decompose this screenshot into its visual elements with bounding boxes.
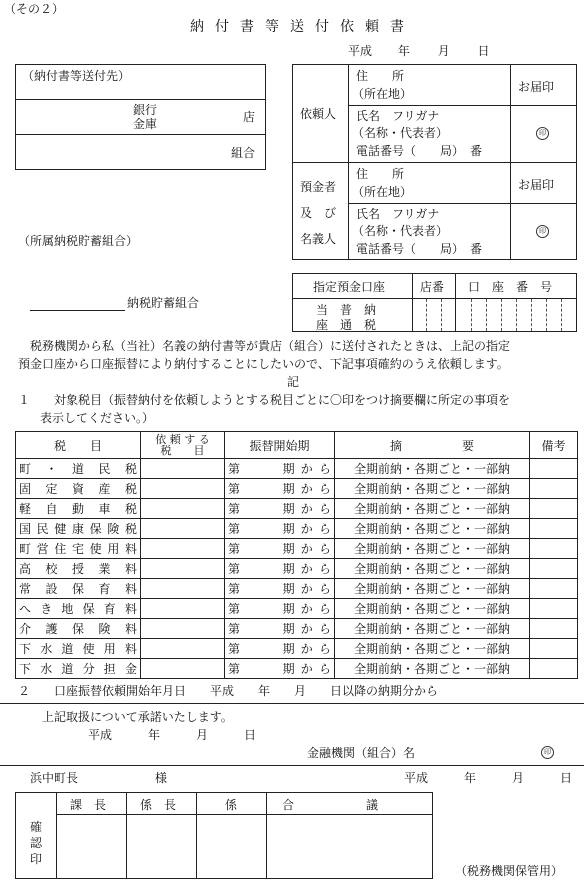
requester-seal-icon: 印 bbox=[536, 127, 549, 140]
note-cell[interactable] bbox=[530, 499, 578, 519]
depositor-label-1: 預金者 bbox=[300, 180, 337, 194]
request-cell[interactable] bbox=[141, 659, 225, 679]
summary-cell: 全期前納・各期ごと・一部納 bbox=[335, 539, 530, 559]
note-cell[interactable] bbox=[530, 559, 578, 579]
summary-cell: 全期前納・各期ごと・一部納 bbox=[335, 479, 530, 499]
institution-seal-icon: 印 bbox=[541, 746, 554, 759]
table-row bbox=[16, 519, 578, 539]
page-title: 納付書等送付依頼書 bbox=[190, 19, 415, 35]
item2-text: ２ 口座振替依頼開始年月日 平成 年 月 日以降の納期分から bbox=[18, 684, 439, 698]
item1-text-1: １ 対象税目（振替納付を依頼しようとする税目ごとに〇印をつけ摘要欄に所定の事項を bbox=[18, 393, 511, 407]
depositor-label-3: 名義人 bbox=[300, 232, 337, 246]
date-line bbox=[348, 42, 490, 59]
office-use-label: （税務機関保管用） bbox=[455, 864, 564, 878]
table-row bbox=[16, 619, 578, 639]
table-row bbox=[16, 559, 578, 579]
tax-table-header bbox=[16, 432, 578, 459]
bottom-date: 平成 年 月 日 bbox=[404, 771, 573, 785]
divider-1 bbox=[0, 703, 584, 704]
tax-name-cell: 国民健康保険税 bbox=[16, 519, 141, 539]
depositor-seal-note: お届印 bbox=[518, 178, 555, 192]
intro-text-1: 税務機関から私（当社）名義の納付書等が貴店（組合）に送付されたときは、上記の指定 bbox=[18, 339, 511, 353]
requester-name: 氏名 フリガナ bbox=[356, 109, 440, 123]
note-cell[interactable] bbox=[530, 519, 578, 539]
confirm-label-3: 印 bbox=[30, 852, 43, 866]
request-cell[interactable] bbox=[141, 559, 225, 579]
depositor-name: 氏名 フリガナ bbox=[356, 207, 440, 221]
start-header: 振替開始期 bbox=[225, 432, 335, 459]
intro-text-2: 預金口座から口座振替により納付することにしたいので、下記事項確約のうえ依頼します。 bbox=[18, 357, 509, 371]
note-cell[interactable] bbox=[530, 479, 578, 499]
summary-cell: 全期前納・各期ごと・一部納 bbox=[335, 459, 530, 479]
table-row bbox=[16, 459, 578, 479]
divider-2 bbox=[0, 765, 584, 766]
request-header bbox=[141, 432, 225, 459]
tax-name-cell: 下水道使用料 bbox=[16, 639, 141, 659]
start-period-cell: 第 期から bbox=[225, 519, 335, 539]
union-name-suffix: 納税貯蓄組合 bbox=[127, 296, 200, 310]
start-period-cell: 第 期から bbox=[225, 459, 335, 479]
start-period-cell: 第 期から bbox=[225, 659, 335, 679]
summary-cell: 全期前納・各期ごと・一部納 bbox=[335, 659, 530, 679]
requester-phone: 電話番号（ 局） 番 bbox=[356, 144, 483, 158]
note-cell[interactable] bbox=[530, 639, 578, 659]
union-label: 組合 bbox=[231, 146, 256, 160]
requester-address: 住 所 bbox=[356, 69, 405, 83]
send-to-label: （納付書等送付先） bbox=[22, 69, 131, 83]
depositor-label-2: 及 び bbox=[300, 206, 337, 220]
approval-col-staff: 係 bbox=[225, 798, 238, 812]
depositor-address: 住 所 bbox=[356, 167, 405, 181]
depositor-phone: 電話番号（ 局） 番 bbox=[356, 242, 483, 256]
account-type-2: 座 通 税 bbox=[316, 318, 377, 332]
request-header-1: 依 頼 す る bbox=[155, 433, 210, 446]
approval-col-subsection-chief: 係 長 bbox=[140, 798, 177, 812]
summary-cell: 全期前納・各期ごと・一部納 bbox=[335, 599, 530, 619]
requester-seal-note: お届印 bbox=[518, 80, 555, 94]
table-row bbox=[16, 639, 578, 659]
start-period-cell: 第 期から bbox=[225, 539, 335, 559]
tax-name-cell: 町・道民税 bbox=[16, 459, 141, 479]
note-cell[interactable] bbox=[530, 539, 578, 559]
note-cell[interactable] bbox=[530, 599, 578, 619]
table-row bbox=[16, 599, 578, 619]
date-era: 平成 bbox=[348, 44, 373, 58]
tax-header: 税 目 bbox=[16, 432, 141, 459]
account-header: 指定預金口座 bbox=[313, 280, 386, 294]
union-name-line bbox=[30, 310, 125, 311]
tax-name-cell: 下水道分担金 bbox=[16, 659, 141, 679]
start-period-cell: 第 期から bbox=[225, 599, 335, 619]
summary-cell: 全期前納・各期ごと・一部納 bbox=[335, 619, 530, 639]
date-month: 月 bbox=[437, 44, 450, 58]
note-cell[interactable] bbox=[530, 459, 578, 479]
approval-col-section-chief: 課 長 bbox=[70, 798, 107, 812]
form-number: （その２） bbox=[4, 2, 65, 16]
tax-name-cell: 軽自動車税 bbox=[16, 499, 141, 519]
sama-label: 様 bbox=[155, 771, 168, 785]
summary-cell: 全期前納・各期ごと・一部納 bbox=[335, 499, 530, 519]
request-cell[interactable] bbox=[141, 459, 225, 479]
shinkin-label: 金庫 bbox=[133, 117, 158, 131]
table-row bbox=[16, 479, 578, 499]
tax-name-cell: 町営住宅使用料 bbox=[16, 539, 141, 559]
tax-table bbox=[15, 431, 578, 679]
date-year: 年 bbox=[397, 44, 410, 58]
accept-text: 上記取扱について承諾いたします。 bbox=[42, 710, 233, 724]
depositor-address-sub: （所在地） bbox=[352, 185, 413, 199]
request-cell[interactable] bbox=[141, 619, 225, 639]
summary-cell: 全期前納・各期ごと・一部納 bbox=[335, 559, 530, 579]
request-header-2: 税 目 bbox=[160, 444, 205, 457]
requester-address-sub: （所在地） bbox=[352, 87, 413, 101]
table-row bbox=[16, 499, 578, 519]
depositor-seal-icon: 印 bbox=[536, 225, 549, 238]
request-cell[interactable] bbox=[141, 639, 225, 659]
summary-cell: 全期前納・各期ごと・一部納 bbox=[335, 519, 530, 539]
request-cell[interactable] bbox=[141, 519, 225, 539]
request-cell[interactable] bbox=[141, 599, 225, 619]
requester-name-sub: （名称・代表者） bbox=[352, 126, 449, 140]
confirm-label-2: 認 bbox=[30, 836, 43, 850]
table-row bbox=[16, 579, 578, 599]
branch-number-label: 店番 bbox=[420, 280, 445, 294]
tax-name-cell: へき地保育料 bbox=[16, 599, 141, 619]
note-cell[interactable] bbox=[530, 619, 578, 639]
confirm-label-1: 確 bbox=[30, 820, 43, 834]
depositor-name-sub: （名称・代表者） bbox=[352, 224, 449, 238]
note-cell[interactable] bbox=[530, 579, 578, 599]
ki-label: 記 bbox=[287, 375, 300, 389]
tax-name-cell: 常設保育料 bbox=[16, 579, 141, 599]
requester-label: 依頼人 bbox=[300, 107, 337, 121]
request-cell[interactable] bbox=[141, 499, 225, 519]
account-type-1: 当 普 納 bbox=[316, 303, 377, 317]
request-cell[interactable] bbox=[141, 579, 225, 599]
date-day: 日 bbox=[477, 44, 490, 58]
institution-label: 金融機関（組合）名 bbox=[307, 746, 416, 760]
start-period-cell: 第 期から bbox=[225, 639, 335, 659]
item1-text-2: 表示してください。） bbox=[40, 411, 155, 425]
tax-name-cell: 高校授業料 bbox=[16, 559, 141, 579]
start-period-cell: 第 期から bbox=[225, 559, 335, 579]
table-row bbox=[16, 539, 578, 559]
start-period-cell: 第 期から bbox=[225, 499, 335, 519]
table-row bbox=[16, 659, 578, 679]
request-cell[interactable] bbox=[141, 539, 225, 559]
bank-label: 銀行 bbox=[133, 103, 158, 117]
tax-name-cell: 介護保険料 bbox=[16, 619, 141, 639]
note-cell[interactable] bbox=[530, 659, 578, 679]
start-period-cell: 第 期から bbox=[225, 619, 335, 639]
branch-label: 店 bbox=[243, 110, 256, 124]
accept-date: 平成 年 月 日 bbox=[88, 728, 257, 742]
summary-cell: 全期前納・各期ごと・一部納 bbox=[335, 579, 530, 599]
request-cell[interactable] bbox=[141, 479, 225, 499]
summary-cell: 全期前納・各期ごと・一部納 bbox=[335, 639, 530, 659]
account-number-label: 口 座 番 号 bbox=[468, 280, 553, 294]
tax-name-cell: 固定資産税 bbox=[16, 479, 141, 499]
approval-col-council: 合 議 bbox=[282, 798, 379, 812]
affiliated-union-label: （所属納税貯蓄組合） bbox=[18, 234, 139, 248]
start-period-cell: 第 期から bbox=[225, 579, 335, 599]
summary-header: 摘 要 bbox=[335, 432, 530, 459]
mayor-label: 浜中町長 bbox=[30, 771, 79, 785]
start-period-cell: 第 期から bbox=[225, 479, 335, 499]
note-header: 備考 bbox=[530, 432, 578, 459]
